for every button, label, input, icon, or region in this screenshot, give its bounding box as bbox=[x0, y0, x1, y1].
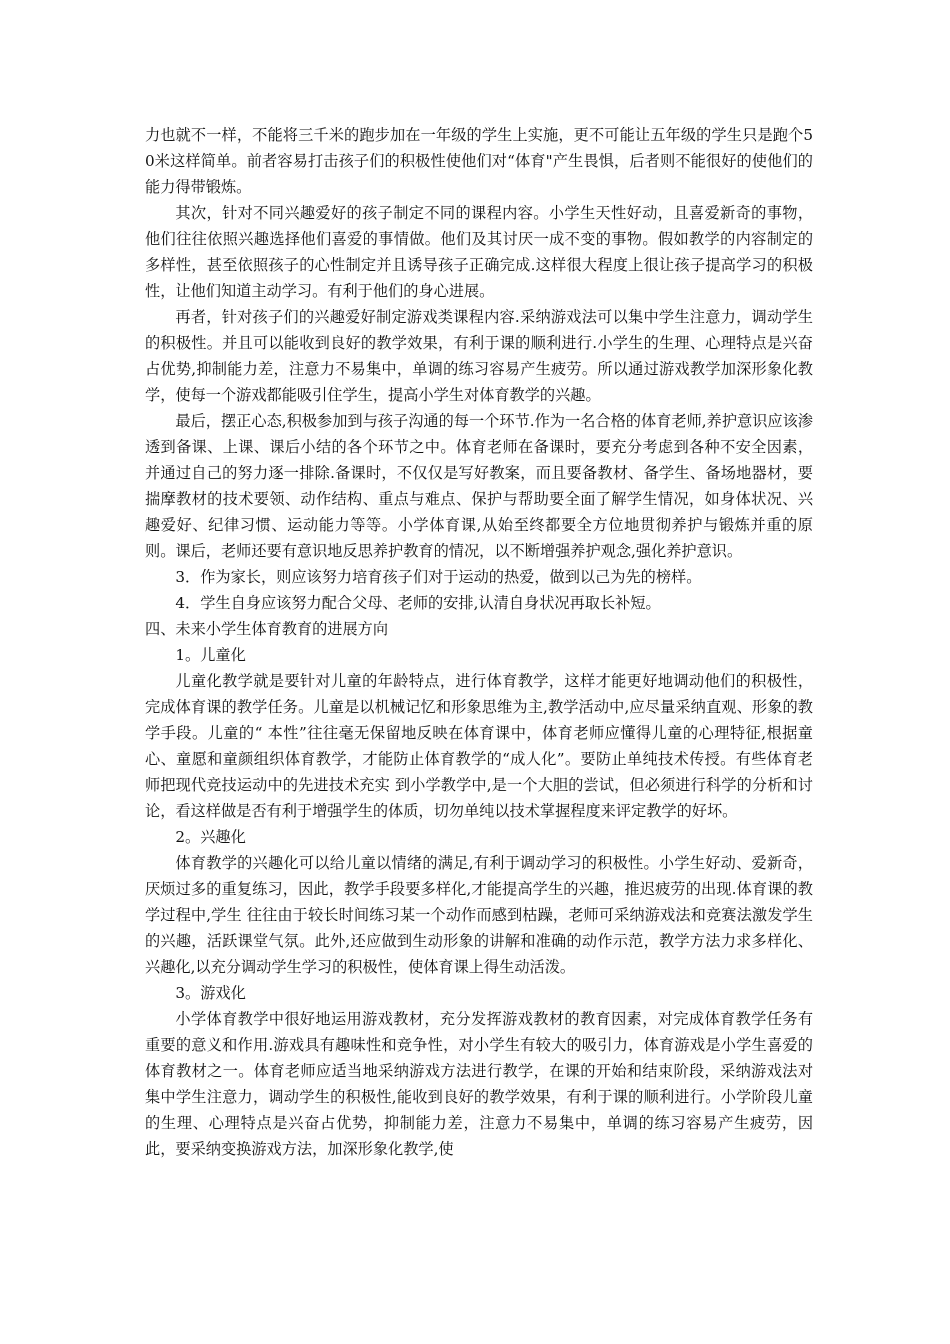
subheading-game: 3。游戏化 bbox=[175, 984, 246, 1002]
subheading-interest: 2。兴趣化 bbox=[175, 828, 246, 846]
paragraph-childlike: 儿童化教学就是要针对儿童的年龄特点，进行体育教学，这样才能更好地调动他们的积极性，完成体育课的教学任务。儿童是以机械记忆和形象思维为主,教学活动中,应尽量采纳直观、形象的教学手段。儿童的“ 本性”往往毫无保留地反映在体育课中，体育老师应懂得儿童的心理特征,根据童心、童愿和童颜组织体育教学，才能防止体育教学的“成人化”。要防止单纯技术传授。有些体育老师把现代竞技运动中的先进技术充实 到小学教学中,是一个大胆的尝试，但必须进行科学的分析和讨论，看这样做是否有利于增强学生的体质，切勿单纯以技术掌握程度来评定教学的好坏。 bbox=[145, 672, 813, 820]
subheading-childlike: 1。儿童化 bbox=[175, 646, 246, 664]
paragraph-game: 小学体育教学中很好地运用游戏教材，充分发挥游戏教材的教育因素，对完成体育教学任务有重要的意义和作用.游戏具有趣味性和竞争性，对小学生有较大的吸引力，体育游戏是小学生喜爱的体育教材之一。体育老师应适当地采纳游戏方法进行教学，在课的开始和结束阶段，采纳游戏法对集中学生注意力，调动学生的积极性,能收到良好的教学效果，有利于课的顺利进行。小学阶段儿童的生理、心理特点是兴奋占优势，抑制能力差，注意力不易集中，单调的练习容易产生疲劳，因此，要采纳变换游戏方法，加深形象化教学,使 bbox=[145, 1010, 813, 1158]
paragraph-interest: 体育教学的兴趣化可以给儿童以情绪的满足,有利于调动学习的积极性。小学生好动、爱新奇，厌烦过多的重复练习，因此，教学手段要多样化,才能提高学生的兴趣，推迟疲劳的出现.体育课的教学过程中,学生 往往由于较长时间练习某一个动作而感到枯躁，老师可采纳游戏法和竞赛法激发学生的兴趣，活跃课堂气氛。此外,还应做到生动形象的讲解和准确的动作示范，教学方法力求多样化、兴趣化,以充分调动学生学习的积极性，使体育课上得生动活泼。 bbox=[145, 854, 813, 976]
paragraph-second: 其次，针对不同兴趣爱好的孩子制定不同的课程内容。小学生天性好动，且喜爱新奇的事物，他们往往依照兴趣选择他们喜爱的事情做。他们及其讨厌一成不变的事物。假如教学的内容制定的多样性，甚至依照孩子的心性制定并且诱导孩子正确完成.这样很大程度上很让孩子提高学习的积极性，让他们知道主动学习。有利于他们的身心进展。 bbox=[145, 204, 813, 300]
document-body bbox=[145, 122, 813, 1162]
paragraph-third: 再者，针对孩子们的兴趣爱好制定游戏类课程内容.采纳游戏法可以集中学生注意力，调动学生的积极性。并且可以能收到良好的教学效果，有利于课的顺利进行.小学生的生理、心理特点是兴奋占优势,抑制能力差，注意力不易集中，单调的练习容易产生疲劳。所以通过游戏教学加深形象化教学，使每一个游戏都能吸引住学生，提高小学生对体育教学的兴趣。 bbox=[145, 308, 813, 404]
list-item-students: 4．学生自身应该努力配合父母、老师的安排,认清自身状况再取长补短。 bbox=[175, 594, 661, 612]
paragraph-finally: 最后，摆正心态,积极参加到与孩子沟通的每一个环节.作为一名合格的体育老师,养护意识应该渗透到备课、上课、课后小结的各个环节之中。体育老师在备课时，要充分考虑到各种不安全因素，并通过自己的努力逐一排除.备课时，不仅仅是写好教案，而且要备教材、备学生、备场地器材，要揣摩教材的技术要领、动作结构、重点与难点、保护与帮助要全面了解学生情况，如身体状况、兴趣爱好、纪律习惯、运动能力等等。小学体育课,从始至终都要全方位地贯彻养护与锻炼并重的原则。课后，老师还要有意识地反思养护教育的情况，以不断增强养护观念,强化养护意识。 bbox=[145, 412, 813, 560]
list-item-parents: 3．作为家长，则应该努力培育孩子们对于运动的热爱，做到以己为先的榜样。 bbox=[175, 568, 702, 586]
section-heading: 四、未来小学生体育教育的进展方向 bbox=[145, 620, 388, 638]
paragraph-continued: 力也就不一样，不能将三千米的跑步加在一年级的学生上实施，更不可能让五年级的学生只是跑个50米这样简单。前者容易打击孩子们的积极性使他们对“体育"产生畏惧，后者则不能很好的使他们的能力得带锻炼。 bbox=[145, 126, 813, 196]
